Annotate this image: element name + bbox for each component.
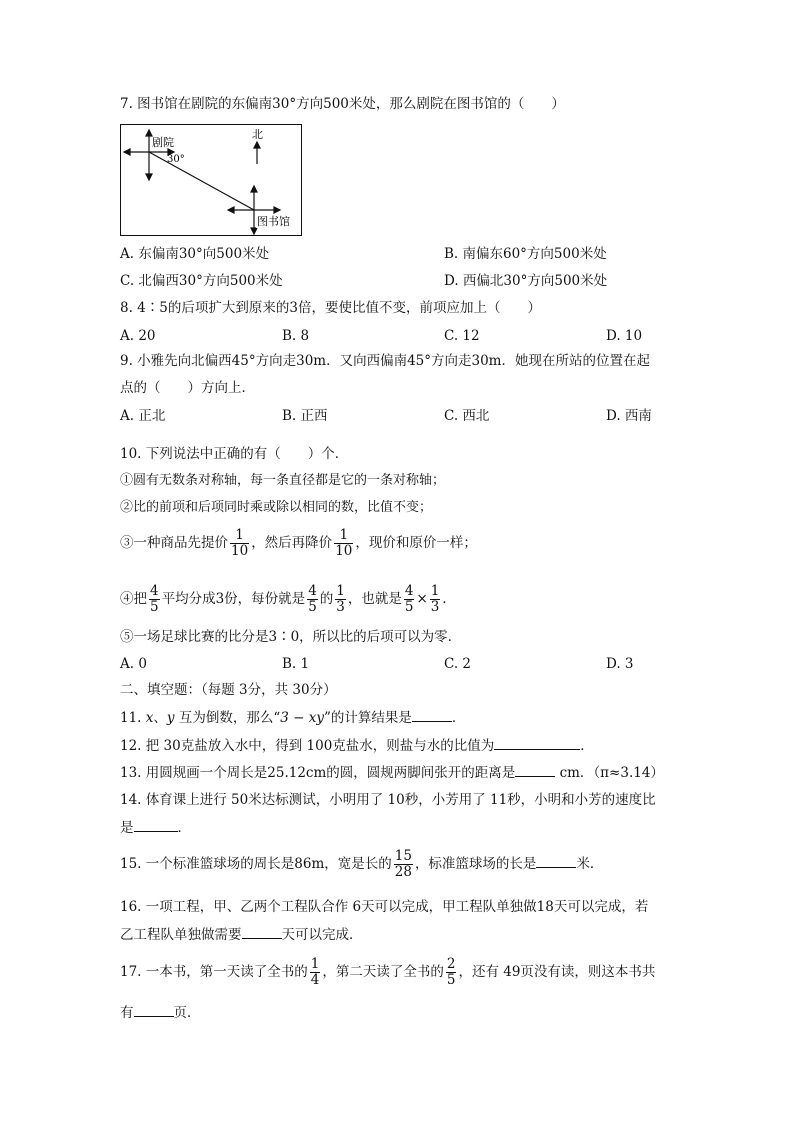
north-label: 北 — [252, 128, 263, 141]
q7-option-b[interactable]: B. 南偏东60°方向500米处 — [444, 246, 607, 262]
q7-option-a[interactable]: A. 东偏南30°向500米处 — [120, 246, 270, 262]
statement-5: ⑤一场足球比赛的比分是3∶0，所以比的后项可以为零． — [120, 629, 462, 645]
route-line — [149, 152, 254, 210]
question-14-line1: 14. 体育课上进行 50米达标测试，小明用了 10秒，小芳用了 11秒，小明和小芳的速度比 — [120, 792, 656, 808]
angle-label: 30° — [167, 154, 185, 165]
question-14-line2: 是 ． — [120, 817, 191, 838]
question-9-stem-line1: 9. 小雅先向北偏西45°方向走30m．又向西偏南45°方向走30m．她现在所站的位置在起 — [120, 353, 650, 369]
question-13: 13. 用圆规画一个周长是25.12cm的圆，圆规两脚间张开的距离是 cm．（π≈3.14） — [120, 762, 664, 783]
theater-label: 剧院 — [152, 136, 174, 149]
question-12: 12. 把 30克盐放入水中，得到 100克盐水，则盐与水的比值为 ． — [120, 735, 594, 756]
question-16-line2: 乙工程队单独做需要 天可以完成． — [120, 924, 363, 945]
fraction-4-5: $\frac{4}{5}$ — [308, 583, 317, 615]
question-7-stem: 7. 图书馆在剧院的东偏南30°方向500米处，那么剧院在图书馆的（ ） — [120, 96, 565, 112]
fraction-1-4: $\frac{1}{4}$ — [310, 956, 320, 988]
q8-option-b[interactable]: B. 8 — [282, 328, 310, 344]
q10-option-a[interactable]: A. 0 — [120, 656, 147, 672]
q10-option-c[interactable]: C. 2 — [444, 656, 472, 672]
question-9-stem-line2: 点的（ ）方向上． — [120, 380, 255, 396]
answer-blank[interactable] — [515, 762, 555, 777]
answer-blank[interactable] — [412, 707, 452, 722]
q9-option-d[interactable]: D. 西南 — [606, 408, 652, 424]
fraction-1-10: $\frac{1}{10}$ — [231, 527, 249, 559]
answer-blank[interactable] — [134, 817, 178, 832]
question-15: 15. 一个标准篮球场的周长是86m，宽是长的 $\frac{15}{28}$ ，标准篮球场的长是 米． — [120, 848, 604, 880]
fraction-15-28: $\frac{15}{28}$ — [394, 848, 412, 880]
fraction-2-5: $\frac{2}{5}$ — [446, 956, 456, 988]
answer-blank[interactable] — [536, 853, 576, 868]
answer-blank[interactable] — [242, 924, 282, 939]
q7-option-c[interactable]: C. 北偏西30°方向500米处 — [120, 273, 283, 289]
q10-option-d[interactable]: D. 3 — [606, 656, 634, 672]
answer-blank[interactable] — [134, 1002, 174, 1017]
section-2-heading: 二、填空题：（每题 3分，共 30分） — [120, 682, 337, 698]
question-8-stem: 8. 4∶5的后项扩大到原来的3倍，要使比值不变，前项应加上（ ） — [120, 300, 541, 316]
q10-option-b[interactable]: B. 1 — [282, 656, 310, 672]
q8-option-c[interactable]: C. 12 — [444, 328, 480, 344]
statement-4: ④把 $\frac{4}{5}$ 平均分成3份，每份就是 $\frac{4}{5}$ 的 $\frac{1}{3}$ ，也就是 $\frac{4}{5}$ × $\frac{1}{3}$ ． — [120, 583, 456, 615]
q9-option-c[interactable]: C. 西北 — [444, 408, 490, 424]
statement-3: ③一种商品先提价 $\frac{1}{10}$ ，然后再降价 $\frac{1}{10}$ ，现价和原价一样； — [120, 527, 477, 559]
question-11: 11. x、y 互为倒数，那么“3 − xy”的计算结果是 ． — [120, 707, 465, 728]
question-10-stem: 10. 下列说法中正确的有（ ）个． — [120, 446, 349, 462]
fraction-1-10: $\frac{1}{10}$ — [335, 527, 353, 559]
fraction-1-3: $\frac{1}{3}$ — [430, 583, 440, 615]
fraction-4-5: $\frac{4}{5}$ — [404, 583, 414, 615]
library-label: 图书馆 — [257, 215, 290, 228]
question-17-line2: 有 页． — [120, 1002, 201, 1023]
statement-2: ②比的前项和后项同时乘或除以相同的数，比值不变； — [120, 500, 433, 515]
north-arrow-icon — [254, 142, 260, 164]
statement-1: ①圆有无数条对称轴，每一条直径都是它的一条对称轴； — [120, 473, 446, 488]
q7-option-d[interactable]: D. 西偏北30°方向500米处 — [444, 273, 608, 289]
direction-diagram — [120, 124, 302, 236]
question-17-line1: 17. 一本书，第一天读了全书的 $\frac{1}{4}$ ，第二天读了全书的 $\frac{2}{5}$ ，还有 49页没有读，则这本书共 — [120, 956, 656, 988]
fraction-1-3: $\frac{1}{3}$ — [336, 583, 345, 615]
fraction-4-5: $\frac{4}{5}$ — [150, 583, 159, 615]
answer-blank[interactable] — [494, 735, 580, 750]
q9-option-a[interactable]: A. 正北 — [120, 408, 166, 424]
q8-option-a[interactable]: A. 20 — [120, 328, 156, 344]
question-16-line1: 16. 一项工程，甲、乙两个工程队合作 6天可以完成，甲工程队单独做18天可以完成，若 — [120, 899, 649, 915]
q9-option-b[interactable]: B. 正西 — [282, 408, 328, 424]
q8-option-d[interactable]: D. 10 — [606, 328, 643, 344]
